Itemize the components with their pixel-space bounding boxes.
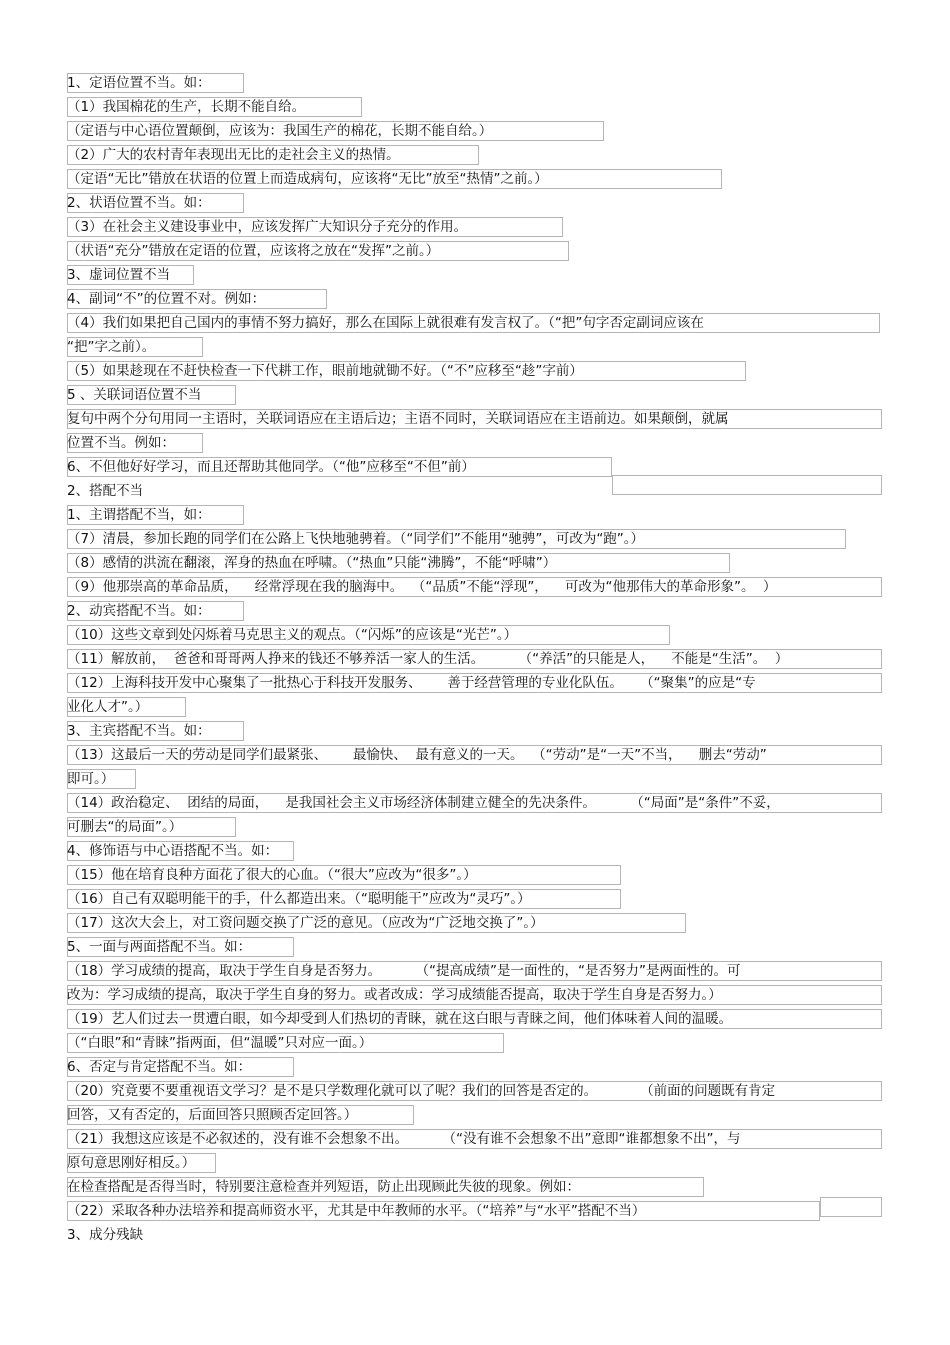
text-line: （8）感情的洪流在翻滚，浑身的热血在呼啸。（“热血”只能“沸腾”，不能“呼啸”） <box>67 555 557 571</box>
text-line: （3）在社会主义建设事业中，应该发挥广大知识分子充分的作用。 <box>67 219 468 235</box>
line-frame <box>612 475 882 495</box>
text-line: （9）他那崇高的革命品质， 经常浮现在我的脑海中。 （“品质”不能“浮现”， 可改为“他那伟大的革命形象”。 ） <box>67 579 777 595</box>
text-line: 3、虚词位置不当 <box>67 267 171 283</box>
text-line: 2、动宾搭配不当。如： <box>67 603 211 619</box>
text-line: 3、成分残缺 <box>67 1227 144 1243</box>
text-line: （13）这最后一天的劳动是同学们最紧张、 最愉快、 最有意义的一天。 （“劳动”是“一天”不当， 删去“劳动” <box>67 747 767 763</box>
text-line: 可删去“的局面”。） <box>67 819 183 835</box>
text-line: （定语“无比”错放在状语的位置上而造成病句，应该将“无比”放至“热情”之前。） <box>67 171 548 187</box>
text-line: 4、修饰语与中心语搭配不当。如： <box>67 843 279 859</box>
text-line: 5 、关联词语位置不当 <box>67 387 202 403</box>
text-line: 6、不但他好好学习，而且还帮助其他同学。（“他”应移至“不但”前） <box>67 459 475 475</box>
text-line: （16）自己有双聪明能干的手，什么都造出来。（“聪明能干”应改为“灵巧”。） <box>67 891 531 907</box>
text-line: 2、搭配不当 <box>67 483 144 499</box>
text-line: （4）我们如果把自己国内的事情不努力搞好，那么在国际上就很难有发言权了。（“把”句字否定副词应该在 <box>67 315 704 331</box>
text-line: （12）上海科技开发中心聚集了一批热心于科技开发服务、 善于经营管理的专业化队伍。 （“聚集”的应是“专 <box>67 675 756 691</box>
text-line: 回答，又有否定的，后面回答只照顾否定回答。） <box>67 1107 358 1123</box>
text-line: 3、主宾搭配不当。如： <box>67 723 211 739</box>
text-line: （17）这次大会上，对工资问题交换了广泛的意见。（应改为“广泛地交换了”。） <box>67 915 544 931</box>
text-line: （14）政治稳定、 团结的局面， 是我国社会主义市场经济体制建立健全的先决条件。 （“局面”是“条件”不妥， <box>67 795 780 811</box>
text-line: （“白眼”和“青睐”指两面，但“温暖”只对应一面。） <box>67 1035 373 1051</box>
text-line: 位置不当。例如： <box>67 435 175 451</box>
text-line: “把”字之前）。 <box>67 339 156 355</box>
text-line: （7）清晨，参加长跑的同学们在公路上飞快地驰骋着。（“同学们”不能用“驰骋”，可改为“跑”。） <box>67 531 645 547</box>
text-line: （定语与中心语位置颠倒，应该为：我国生产的棉花，长期不能自给。） <box>67 123 493 139</box>
text-line: 6、否定与肯定搭配不当。如： <box>67 1059 252 1075</box>
text-line: （2）广大的农村青年表现出无比的走社会主义的热情。 <box>67 147 400 163</box>
text-line: （20）究竟要不要重视语文学习？是不是只学数理化就可以了呢？我们的回答是否定的。 （前面的问题既有肯定 <box>67 1083 776 1099</box>
text-line: （22）采取各种办法培养和提高师资水平，尤其是中年教师的水平。（“培养”与“水平”搭配不当） <box>67 1203 646 1219</box>
line-frame <box>820 1197 882 1217</box>
text-line: （状语“充分”错放在定语的位置，应该将之放在“发挥”之前。） <box>67 243 440 259</box>
text-line: 改为：学习成绩的提高，取决于学生自身的努力。或者改成：学习成绩能否提高，取决于学生自身是否努力。） <box>67 987 722 1003</box>
text-line: 1、主谓搭配不当，如： <box>67 507 211 523</box>
text-line: 复句中两个分句用同一主语时，关联词语应在主语后边；主语不同时，关联词语应在主语前边。如果颠倒，就属 <box>67 411 729 427</box>
text-line: 1、定语位置不当。如： <box>67 75 211 91</box>
text-line: （15）他在培育良种方面花了很大的心血。（“很大”应改为“很多”。） <box>67 867 477 883</box>
text-line: （5）如果趁现在不赶快检查一下代耕工作，眼前地就锄不好。（“不”应移至“趁”字前） <box>67 363 583 379</box>
text-line: 原句意思刚好相反。） <box>67 1155 196 1171</box>
text-line: 业化人才”。） <box>67 699 149 715</box>
text-line: 即可。） <box>67 771 115 787</box>
text-line: 4、副词“不”的位置不对。例如： <box>67 291 266 307</box>
text-line: （10）这些文章到处闪烁着马克思主义的观点。（“闪烁”的应该是“光芒”。） <box>67 627 518 643</box>
text-line: （21）我想这应该是不必叙述的，没有谁不会想象不出。 （“没有谁不会想象不出”意即“谁都想象不出”，与 <box>67 1131 741 1147</box>
text-line: （11）解放前， 爸爸和哥哥两人挣来的钱还不够养活一家人的生活。 （“养活”的只能是人， 不能是“生活”。 ） <box>67 651 789 667</box>
text-line: 在检查搭配是否得当时，特别要注意检查并列短语，防止出现顾此失彼的现象。例如： <box>67 1179 580 1195</box>
text-line: 5、一面与两面搭配不当。如： <box>67 939 252 955</box>
text-line: （19）艺人们过去一贯遭白眼，如今却受到人们热切的青睐，就在这白眼与青睐之间，他们体味着人间的温暖。 <box>67 1011 733 1027</box>
text-line: （18）学习成绩的提高，取决于学生自身是否努力。 （“提高成绩”是一面性的，“是否努力”是两面性的。可 <box>67 963 741 979</box>
text-line: （1）我国棉花的生产，长期不能自给。 <box>67 99 306 115</box>
text-line: 2、状语位置不当。如： <box>67 195 211 211</box>
